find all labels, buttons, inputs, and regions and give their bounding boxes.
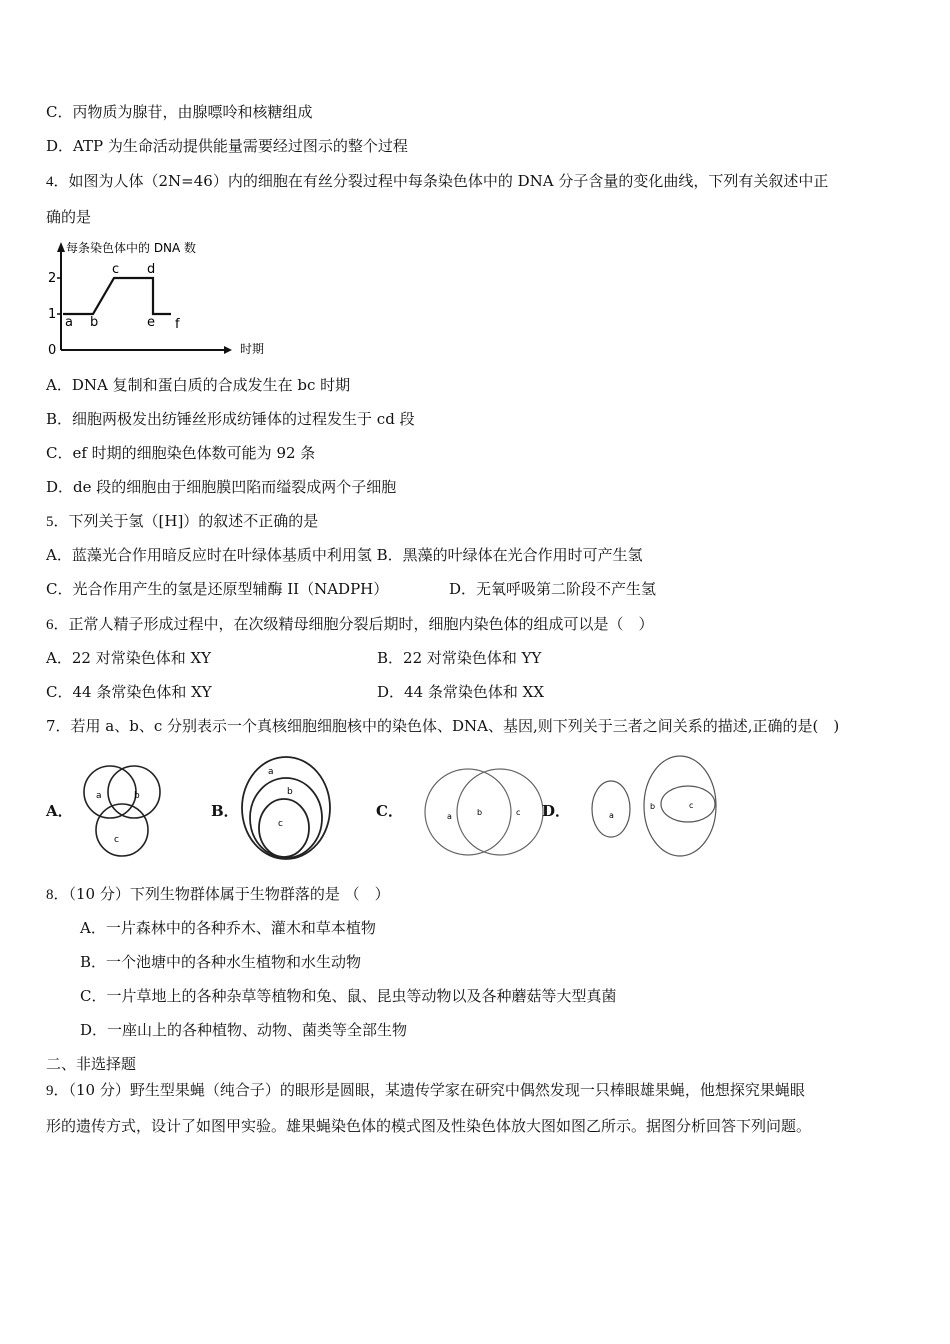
circle-a xyxy=(84,766,136,818)
q7-diagram-d xyxy=(588,752,720,860)
q3-option-d: D．ATP 为生命活动提供能量需要经过图示的整个过程 xyxy=(46,137,408,155)
q8-option-c: C．一片草地上的各种杂草等植物和兔、鼠、昆虫等动物以及各种蘑菇等大型真菌 xyxy=(80,987,617,1005)
q4-option-d: D．de 段的细胞由于细胞膜凹陷而缢裂成两个子细胞 xyxy=(46,478,397,496)
circle-c xyxy=(661,786,715,822)
q7-option-d-label: D． xyxy=(542,802,571,820)
circle-a xyxy=(242,757,330,859)
q6-option-d: D．44 条常染色体和 XX xyxy=(377,683,545,701)
circle-a xyxy=(592,781,630,837)
circle-a xyxy=(425,769,511,855)
label-b: b xyxy=(650,802,656,811)
dna-content-chart xyxy=(44,236,284,362)
label-a: a xyxy=(96,791,102,801)
q8-number: 8． xyxy=(46,887,69,903)
q7-stem: 7．若用 a、b、c 分别表示一个真核细胞细胞核中的染色体、DNA、基因,则下列关于三者之间关系的描述,正确的是( ) xyxy=(46,717,840,735)
q6-stem-text: 正常人精子形成过程中，在次级精母细胞分裂后期时，细胞内染色体的组成可以是（ ） xyxy=(68,615,654,633)
q5-option-c: C．光合作用产生的氢是还原型辅酶 II（NADPH） xyxy=(46,580,389,598)
q4-stem-line2: 确的是 xyxy=(46,208,92,226)
point-label-b: b xyxy=(90,315,99,330)
y-tick-2: 2 xyxy=(48,271,57,286)
y-axis-arrow-icon xyxy=(57,242,65,252)
q6-option-b: B．22 对常染色体和 YY xyxy=(377,649,542,667)
q4-option-b: B．细胞两极发出纺锤丝形成纺锤体的过程发生于 cd 段 xyxy=(46,410,415,428)
q4-stem-text: 如图为人体（2N=46）内的细胞在有丝分裂过程中每条染色体中的 DNA 分子含量的变化曲线，下列有关叙述中正 xyxy=(68,172,829,190)
q5-number: 5． xyxy=(46,514,69,530)
circle-c xyxy=(457,769,543,855)
label-c: c xyxy=(516,808,521,817)
q6-option-a: A．22 对常染色体和 XY xyxy=(46,649,212,667)
label-b: b xyxy=(134,791,140,801)
q9-stem-line2: 形的遗传方式，设计了如图甲实验。雄果蝇染色体的模式图及性染色体放大图如图乙所示。据图分析回答下列问题。 xyxy=(46,1117,812,1135)
y-tick-0: 0 xyxy=(48,343,57,358)
q3-option-c: C．丙物质为腺苷，由腺嘌呤和核糖组成 xyxy=(46,103,313,121)
label-c: c xyxy=(278,819,283,829)
label-c: c xyxy=(689,801,694,810)
chart-marks xyxy=(63,262,180,332)
section-heading-non-choice: 二、非选择题 xyxy=(46,1055,137,1073)
q4-stem-line1 xyxy=(46,171,828,192)
point-label-c: c xyxy=(112,262,120,277)
q8-stem-text: （10 分）下列生物群体属于生物群落的是 （ ） xyxy=(68,885,390,903)
q7-diagram-a xyxy=(76,758,168,862)
dna-content-series-line xyxy=(63,278,171,314)
q8-option-a: A．一片森林中的各种乔木、灌木和草本植物 xyxy=(80,919,376,937)
q6-number: 6． xyxy=(46,617,69,633)
q5-options-ab: A．蓝藻光合作用暗反应时在叶绿体基质中利用氢 B．黑藻的叶绿体在光合作用时可产生氢 xyxy=(46,546,643,564)
label-b: b xyxy=(477,808,483,817)
y-tick-1: 1 xyxy=(48,307,57,322)
q4-number: 4． xyxy=(46,174,69,190)
label-a: a xyxy=(268,767,274,777)
q8-option-d: D．一座山上的各种植物、动物、菌类等全部生物 xyxy=(80,1021,408,1039)
q7-option-c-label: C． xyxy=(376,802,403,820)
q8-option-b: B．一个池塘中的各种水生植物和水生动物 xyxy=(80,953,362,971)
x-axis-label: 时期 xyxy=(240,342,265,356)
point-label-d: d xyxy=(147,262,156,277)
q6-option-c: C．44 条常染色体和 XY xyxy=(46,683,212,701)
label-a: a xyxy=(609,811,614,820)
q9-stem-line1 xyxy=(46,1080,805,1101)
x-axis-arrow-icon xyxy=(224,346,232,354)
q8-stem xyxy=(46,884,390,905)
q6-stem xyxy=(46,614,654,635)
circle-c xyxy=(259,799,309,857)
label-a: a xyxy=(447,812,452,821)
point-label-f: f xyxy=(175,317,180,332)
point-label-e: e xyxy=(147,315,155,330)
q9-number: 9． xyxy=(46,1083,69,1099)
q7-option-a-label: A． xyxy=(46,802,73,820)
q5-stem-text: 下列关于氢（[H]）的叙述不正确的是 xyxy=(68,512,319,530)
circle-c xyxy=(96,804,148,856)
y-axis-label: 每条染色体中的 DNA 数 xyxy=(66,241,197,255)
q5-option-d: D．无氧呼吸第二阶段不产生氢 xyxy=(449,580,657,598)
label-b: b xyxy=(287,787,293,797)
q7-option-b-label: B． xyxy=(211,802,239,820)
q9-stem-text: （10 分）野生型果蝇（纯合子）的眼形是圆眼，某遗传学家在研究中偶然发现一只棒眼雄果蝇，他想探究果蝇眼 xyxy=(68,1081,805,1099)
q5-stem xyxy=(46,511,318,532)
label-c: c xyxy=(114,835,119,845)
q7-diagram-b xyxy=(238,754,334,862)
point-label-a: a xyxy=(65,315,73,330)
q4-option-c: C．ef 时期的细胞染色体数可能为 92 条 xyxy=(46,444,316,462)
q4-option-a: A．DNA 复制和蛋白质的合成发生在 bc 时期 xyxy=(46,376,351,394)
q7-diagram-c xyxy=(420,764,548,860)
